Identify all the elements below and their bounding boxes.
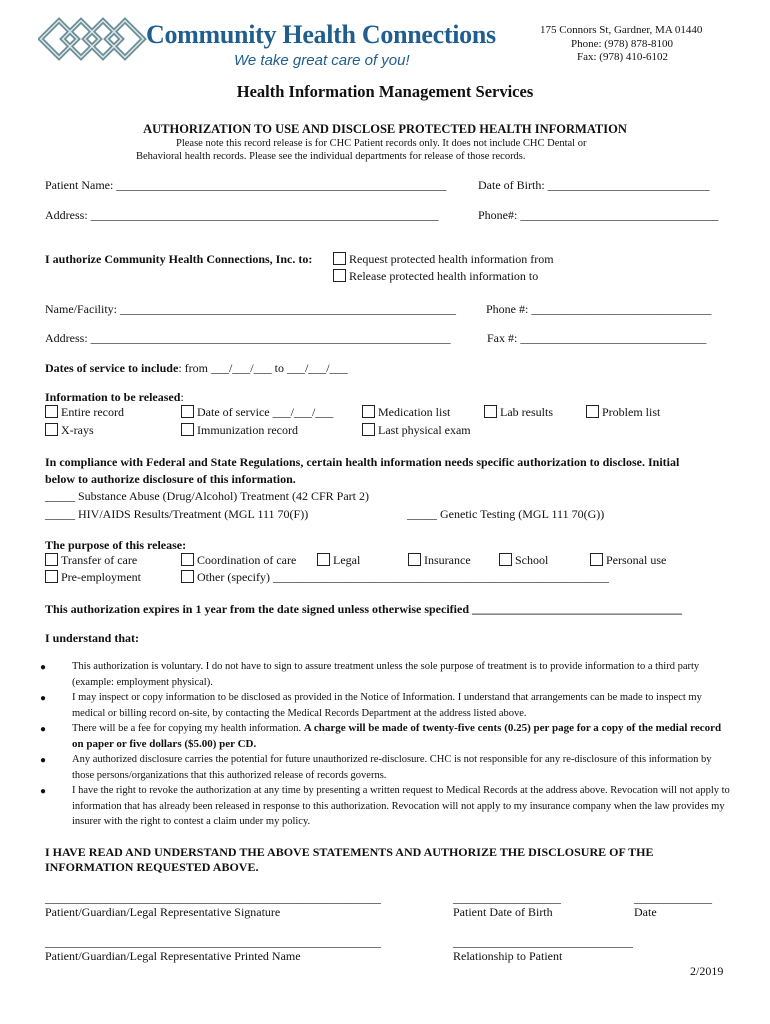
- release-checkbox[interactable]: [333, 269, 346, 282]
- patient-address-field[interactable]: Address: __________________________________________________________: [45, 208, 439, 222]
- bullet-icon: ●: [40, 693, 47, 704]
- understand-item-2: I may inspect or copy information to be disclosed as provided in the Notice of Information. I understand that arrangements can be made to inspect my medical or billing record on-site, by contacting the Medical Records Department at the address listed above.: [72, 692, 702, 719]
- compliance-line-1: In compliance with Federal and State Regulations, certain health information needs specific authorization to disclose. Initial: [45, 455, 680, 469]
- signature-line[interactable]: ________________________________________________________: [45, 891, 381, 905]
- understand-item-1: This authorization is voluntary. I do not have to sign to assure treatment unless the sole purpose of treatment is to provide information to a third party (example: employment physical).: [72, 661, 700, 688]
- printed-name-label: Patient/Guardian/Legal Representative Printed Name: [45, 949, 301, 963]
- facility-name-field[interactable]: Name/Facility: ________________________________________________________: [45, 302, 456, 316]
- notice-line-2: Behavioral health records. Please see the individual departments for release of those records.: [136, 151, 526, 162]
- relationship-line[interactable]: ______________________________: [453, 935, 633, 949]
- checkbox[interactable]: [499, 553, 512, 566]
- bullet-icon: ●: [40, 724, 47, 735]
- form-revision-date: 2/2019: [690, 964, 724, 978]
- org-fax: Fax: (978) 410-6102: [577, 51, 669, 63]
- purpose-pre-employment[interactable]: Pre-employment: [45, 570, 141, 585]
- genetic-testing-initial[interactable]: _____ Genetic Testing (MGL 111 70(G)): [407, 507, 605, 521]
- authorize-label: I authorize Community Health Connections, Inc. to:: [45, 252, 313, 266]
- purpose-transfer-of-care[interactable]: Transfer of care: [45, 553, 137, 568]
- purpose-other[interactable]: Other (specify) ________________________________________________________: [181, 570, 609, 585]
- info-last-physical-exam[interactable]: Last physical exam: [362, 423, 471, 438]
- info-date-of-service[interactable]: Date of service ___/___/___: [181, 405, 333, 420]
- org-phone: Phone: (978) 878-8100: [571, 38, 674, 50]
- checkbox[interactable]: [181, 570, 194, 583]
- purpose-coordination-of-care[interactable]: Coordination of care: [181, 553, 296, 568]
- checkbox[interactable]: [586, 405, 599, 418]
- checkbox[interactable]: [181, 405, 194, 418]
- page-title: Health Information Management Services: [236, 82, 534, 101]
- info-x-rays[interactable]: X-rays: [45, 423, 94, 438]
- expiration-statement: This authorization expires in 1 year from the date signed unless otherwise specified ___________________________________: [45, 602, 682, 616]
- checkbox[interactable]: [317, 553, 330, 566]
- info-lab-results[interactable]: Lab results: [484, 405, 553, 420]
- patient-phone-field[interactable]: Phone#: _________________________________: [478, 208, 719, 222]
- facility-fax-field[interactable]: Fax #: _______________________________: [487, 331, 707, 345]
- patient-dob-field[interactable]: Date of Birth: ___________________________: [478, 178, 710, 192]
- info-problem-list[interactable]: Problem list: [586, 405, 660, 420]
- org-name: Community Health Connections: [146, 20, 496, 49]
- substance-abuse-initial[interactable]: _____ Substance Abuse (Drug/Alcohol) Treatment (42 CFR Part 2): [45, 489, 369, 503]
- checkbox[interactable]: [181, 423, 194, 436]
- checkbox[interactable]: [484, 405, 497, 418]
- understand-item-3: There will be a fee for copying my health information. A charge will be made of twenty-five cents (0.25) per page for a copy of the medial record on paper or five dollars ($5.00) per CD.: [72, 722, 722, 750]
- info-medication-list[interactable]: Medication list: [362, 405, 450, 420]
- form-subtitle: AUTHORIZATION TO USE AND DISCLOSE PROTECTED HEALTH INFORMATION: [143, 122, 627, 136]
- hiv-aids-initial[interactable]: _____ HIV/AIDS Results/Treatment (MGL 111 70(F)): [45, 507, 309, 521]
- logo: [38, 12, 518, 74]
- facility-address-field[interactable]: Address: ____________________________________________________________: [45, 331, 451, 345]
- understand-heading: I understand that:: [45, 631, 140, 645]
- understand-item-4: Any authorized disclosure carries the potential for future unauthorized re-disclosure. CHC is not responsible for any re-disclosure of this information by those persons/organizations that this authorized release of records governs.: [72, 754, 712, 781]
- request-option[interactable]: Request protected health information from: [333, 252, 554, 267]
- checkbox[interactable]: [45, 553, 58, 566]
- org-address: 175 Connors St, Gardner, MA 01440: [540, 24, 703, 36]
- date-line[interactable]: _____________: [634, 891, 712, 905]
- purpose-school[interactable]: School: [499, 553, 548, 568]
- checkbox[interactable]: [362, 405, 375, 418]
- info-entire-record[interactable]: Entire record: [45, 405, 124, 420]
- understand-item-5: I have the right to revoke the authorization at any time by presenting a written request to Medical Records at the address above. Revocation will not apply to information that has already been released in response to this authorization. Revocation will not apply to my insurance company when the law provides my insurer with the right to contest a claim under my policy.: [72, 785, 730, 827]
- purpose-legal[interactable]: Legal: [317, 553, 360, 568]
- checkbox[interactable]: [181, 553, 194, 566]
- checkbox[interactable]: [45, 570, 58, 583]
- checkbox[interactable]: [408, 553, 421, 566]
- patient-dob-sign-label: Patient Date of Birth: [453, 905, 553, 919]
- logo-mark-icon: [38, 12, 148, 70]
- purpose-personal-use[interactable]: Personal use: [590, 553, 666, 568]
- checkbox[interactable]: [45, 405, 58, 418]
- bullet-icon: ●: [40, 786, 47, 797]
- checkbox[interactable]: [590, 553, 603, 566]
- relationship-label: Relationship to Patient: [453, 949, 563, 963]
- acknowledgement-line-2: INFORMATION REQUESTED ABOVE.: [45, 860, 259, 874]
- info-immunization-record[interactable]: Immunization record: [181, 423, 298, 438]
- checkbox[interactable]: [45, 423, 58, 436]
- release-option[interactable]: Release protected health information to: [333, 269, 538, 284]
- compliance-line-2: below to authorize disclosure of this information.: [45, 472, 296, 486]
- patient-dob-sign-line[interactable]: __________________: [453, 891, 561, 905]
- purpose-insurance[interactable]: Insurance: [408, 553, 471, 568]
- purpose-heading: The purpose of this release:: [45, 538, 187, 552]
- checkbox[interactable]: [362, 423, 375, 436]
- bullet-icon: ●: [40, 755, 47, 766]
- bullet-icon: ●: [40, 662, 47, 673]
- facility-phone-field[interactable]: Phone #: ______________________________: [486, 302, 712, 316]
- acknowledgement-line-1: I HAVE READ AND UNDERSTAND THE ABOVE STATEMENTS AND AUTHORIZE THE DISCLOSURE OF THE: [45, 845, 654, 859]
- notice-line-1: Please note this record release is for CHC Patient records only. It does not include CHC Dental or: [176, 138, 587, 149]
- printed-name-line[interactable]: ________________________________________________________: [45, 935, 381, 949]
- date-label: Date: [634, 905, 657, 919]
- info-release-heading: Information to be released:: [45, 390, 184, 404]
- dates-of-service-field[interactable]: Dates of service to include: from ___/___/___ to ___/___/___: [45, 361, 348, 375]
- tagline: We take great care of you!: [234, 52, 410, 69]
- patient-name-field[interactable]: Patient Name: _______________________________________________________: [45, 178, 447, 192]
- request-checkbox[interactable]: [333, 252, 346, 265]
- signature-label: Patient/Guardian/Legal Representative Signature: [45, 905, 281, 919]
